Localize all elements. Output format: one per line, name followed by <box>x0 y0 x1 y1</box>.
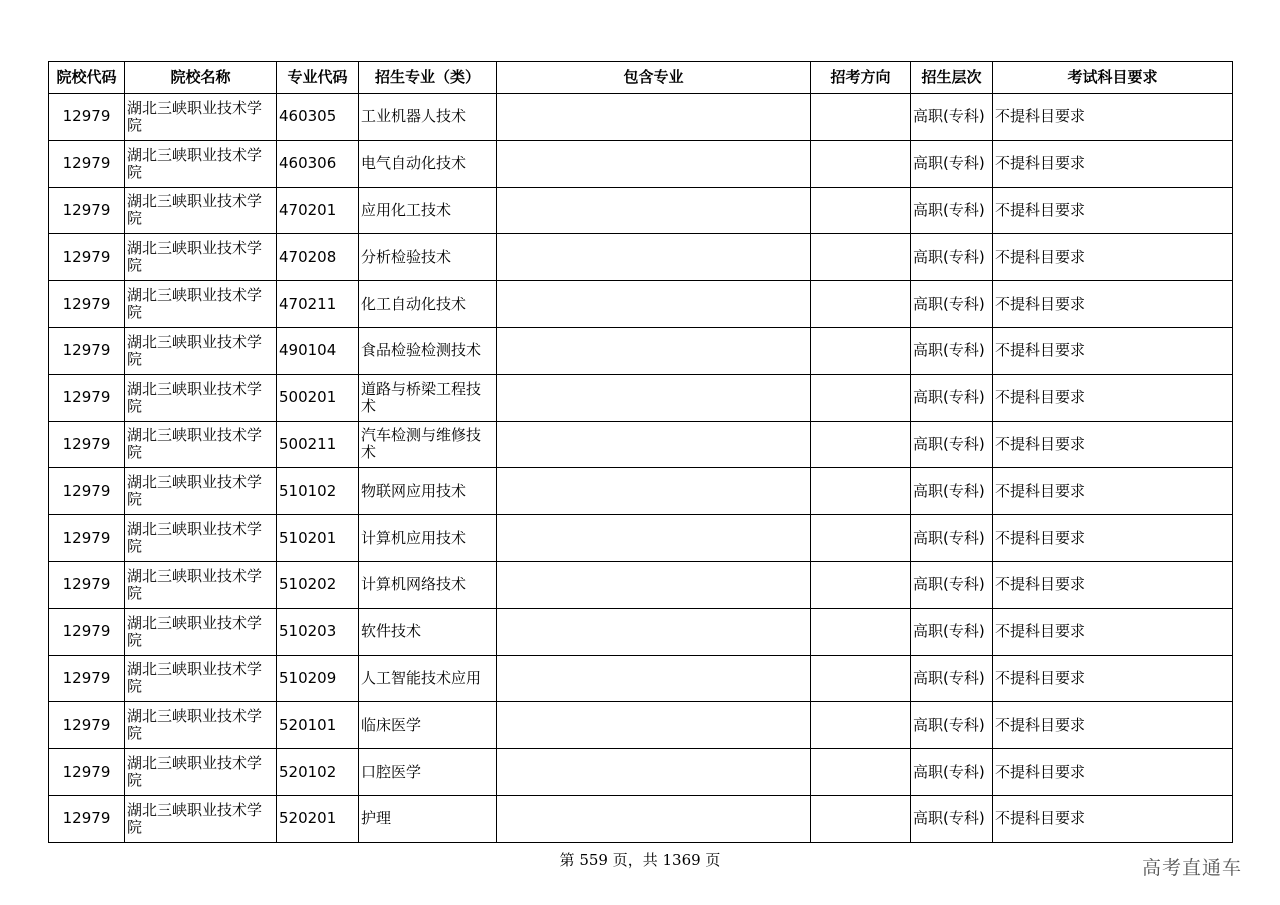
table-row <box>49 94 1233 141</box>
cell-included-majors <box>497 94 811 141</box>
cell-included-majors <box>497 234 811 281</box>
cell-major-code: 520101 <box>277 702 359 749</box>
table-row <box>49 140 1233 187</box>
cell-included-majors <box>497 187 811 234</box>
cell-requirement: 不提科目要求 <box>993 234 1233 281</box>
cell-school-name: 湖北三峡职业技术学院 <box>125 140 277 187</box>
cell-school-name: 湖北三峡职业技术学院 <box>125 94 277 141</box>
cell-direction <box>811 187 911 234</box>
cell-school-name: 湖北三峡职业技术学院 <box>125 561 277 608</box>
cell-school-code: 12979 <box>49 234 125 281</box>
cell-level: 高职(专科) <box>911 655 993 702</box>
cell-direction <box>811 515 911 562</box>
cell-direction <box>811 702 911 749</box>
cell-school-code: 12979 <box>49 515 125 562</box>
header-major: 招生专业（类） <box>359 62 497 94</box>
cell-level: 高职(专科) <box>911 702 993 749</box>
cell-direction <box>811 655 911 702</box>
cell-major: 临床医学 <box>359 702 497 749</box>
cell-major: 应用化工技术 <box>359 187 497 234</box>
cell-requirement: 不提科目要求 <box>993 468 1233 515</box>
cell-included-majors <box>497 702 811 749</box>
cell-major: 电气自动化技术 <box>359 140 497 187</box>
cell-level: 高职(专科) <box>911 281 993 328</box>
table-row <box>49 421 1233 468</box>
cell-major-code: 470208 <box>277 234 359 281</box>
cell-major-code: 500211 <box>277 421 359 468</box>
cell-direction <box>811 281 911 328</box>
header-level: 招生层次 <box>911 62 993 94</box>
cell-school-code: 12979 <box>49 187 125 234</box>
cell-major-code: 500201 <box>277 374 359 421</box>
cell-direction <box>811 468 911 515</box>
cell-requirement: 不提科目要求 <box>993 702 1233 749</box>
cell-major-code: 510209 <box>277 655 359 702</box>
cell-level: 高职(专科) <box>911 515 993 562</box>
cell-major-code: 490104 <box>277 327 359 374</box>
cell-major: 道路与桥梁工程技术 <box>359 374 497 421</box>
table-row <box>49 187 1233 234</box>
cell-requirement: 不提科目要求 <box>993 795 1233 842</box>
cell-major: 计算机应用技术 <box>359 515 497 562</box>
cell-major: 护理 <box>359 795 497 842</box>
cell-requirement: 不提科目要求 <box>993 421 1233 468</box>
cell-level: 高职(专科) <box>911 94 993 141</box>
cell-school-name: 湖北三峡职业技术学院 <box>125 281 277 328</box>
table-body <box>49 94 1233 843</box>
cell-requirement: 不提科目要求 <box>993 281 1233 328</box>
cell-included-majors <box>497 515 811 562</box>
cell-school-name: 湖北三峡职业技术学院 <box>125 702 277 749</box>
cell-school-code: 12979 <box>49 327 125 374</box>
cell-included-majors <box>497 374 811 421</box>
header-requirement: 考试科目要求 <box>993 62 1233 94</box>
cell-level: 高职(专科) <box>911 374 993 421</box>
cell-level: 高职(专科) <box>911 468 993 515</box>
table-row <box>49 655 1233 702</box>
cell-school-code: 12979 <box>49 140 125 187</box>
cell-school-name: 湖北三峡职业技术学院 <box>125 468 277 515</box>
cell-direction <box>811 749 911 796</box>
table-row <box>49 281 1233 328</box>
cell-major-code: 510102 <box>277 468 359 515</box>
cell-included-majors <box>497 327 811 374</box>
cell-school-name: 湖北三峡职业技术学院 <box>125 749 277 796</box>
cell-included-majors <box>497 468 811 515</box>
cell-school-code: 12979 <box>49 281 125 328</box>
cell-requirement: 不提科目要求 <box>993 94 1233 141</box>
cell-requirement: 不提科目要求 <box>993 608 1233 655</box>
cell-school-code: 12979 <box>49 94 125 141</box>
cell-major: 汽车检测与维修技术 <box>359 421 497 468</box>
cell-level: 高职(专科) <box>911 421 993 468</box>
table-row <box>49 515 1233 562</box>
cell-school-code: 12979 <box>49 374 125 421</box>
cell-major-code: 510203 <box>277 608 359 655</box>
cell-major: 食品检验检测技术 <box>359 327 497 374</box>
table-row <box>49 561 1233 608</box>
cell-direction <box>811 94 911 141</box>
cell-level: 高职(专科) <box>911 795 993 842</box>
cell-direction <box>811 608 911 655</box>
cell-included-majors <box>497 561 811 608</box>
admissions-table <box>48 61 1233 843</box>
cell-major: 化工自动化技术 <box>359 281 497 328</box>
cell-school-code: 12979 <box>49 655 125 702</box>
cell-direction <box>811 327 911 374</box>
cell-major: 口腔医学 <box>359 749 497 796</box>
page-number: 第 559 页，共 1369 页 <box>559 851 721 869</box>
cell-direction <box>811 421 911 468</box>
header-direction: 招考方向 <box>811 62 911 94</box>
header-school-code: 院校代码 <box>49 62 125 94</box>
cell-level: 高职(专科) <box>911 327 993 374</box>
cell-major-code: 470211 <box>277 281 359 328</box>
watermark-text: 高考直通车 <box>1142 857 1243 879</box>
cell-school-code: 12979 <box>49 608 125 655</box>
cell-included-majors <box>497 655 811 702</box>
table-row <box>49 468 1233 515</box>
table-row <box>49 374 1233 421</box>
header-major-code: 专业代码 <box>277 62 359 94</box>
cell-school-code: 12979 <box>49 702 125 749</box>
cell-school-code: 12979 <box>49 749 125 796</box>
cell-major: 计算机网络技术 <box>359 561 497 608</box>
table-row <box>49 234 1233 281</box>
cell-school-name: 湖北三峡职业技术学院 <box>125 327 277 374</box>
cell-direction <box>811 374 911 421</box>
cell-school-name: 湖北三峡职业技术学院 <box>125 608 277 655</box>
cell-direction <box>811 140 911 187</box>
cell-school-code: 12979 <box>49 795 125 842</box>
cell-major-code: 510201 <box>277 515 359 562</box>
cell-level: 高职(专科) <box>911 608 993 655</box>
cell-level: 高职(专科) <box>911 561 993 608</box>
table-header-row <box>49 62 1233 94</box>
cell-included-majors <box>497 795 811 842</box>
cell-requirement: 不提科目要求 <box>993 749 1233 796</box>
cell-included-majors <box>497 421 811 468</box>
cell-major: 软件技术 <box>359 608 497 655</box>
cell-school-name: 湖北三峡职业技术学院 <box>125 515 277 562</box>
cell-level: 高职(专科) <box>911 140 993 187</box>
cell-included-majors <box>497 140 811 187</box>
cell-school-name: 湖北三峡职业技术学院 <box>125 655 277 702</box>
cell-requirement: 不提科目要求 <box>993 561 1233 608</box>
cell-school-code: 12979 <box>49 468 125 515</box>
cell-school-code: 12979 <box>49 421 125 468</box>
cell-requirement: 不提科目要求 <box>993 187 1233 234</box>
cell-major: 物联网应用技术 <box>359 468 497 515</box>
cell-requirement: 不提科目要求 <box>993 515 1233 562</box>
header-school-name: 院校名称 <box>125 62 277 94</box>
cell-school-name: 湖北三峡职业技术学院 <box>125 421 277 468</box>
cell-major-code: 470201 <box>277 187 359 234</box>
cell-major-code: 460305 <box>277 94 359 141</box>
cell-level: 高职(专科) <box>911 234 993 281</box>
cell-requirement: 不提科目要求 <box>993 327 1233 374</box>
cell-requirement: 不提科目要求 <box>993 374 1233 421</box>
cell-school-name: 湖北三峡职业技术学院 <box>125 374 277 421</box>
cell-level: 高职(专科) <box>911 187 993 234</box>
cell-school-name: 湖北三峡职业技术学院 <box>125 234 277 281</box>
cell-major-code: 520102 <box>277 749 359 796</box>
cell-major: 工业机器人技术 <box>359 94 497 141</box>
cell-included-majors <box>497 281 811 328</box>
table-row <box>49 795 1233 842</box>
table-row <box>49 749 1233 796</box>
cell-requirement: 不提科目要求 <box>993 140 1233 187</box>
cell-direction <box>811 561 911 608</box>
cell-requirement: 不提科目要求 <box>993 655 1233 702</box>
cell-included-majors <box>497 608 811 655</box>
cell-direction <box>811 234 911 281</box>
cell-direction <box>811 795 911 842</box>
cell-major-code: 460306 <box>277 140 359 187</box>
table-row <box>49 608 1233 655</box>
cell-level: 高职(专科) <box>911 749 993 796</box>
cell-major: 分析检验技术 <box>359 234 497 281</box>
table-row <box>49 702 1233 749</box>
cell-major: 人工智能技术应用 <box>359 655 497 702</box>
cell-included-majors <box>497 749 811 796</box>
cell-school-name: 湖北三峡职业技术学院 <box>125 187 277 234</box>
cell-school-code: 12979 <box>49 561 125 608</box>
header-included-majors: 包含专业 <box>497 62 811 94</box>
cell-school-name: 湖北三峡职业技术学院 <box>125 795 277 842</box>
cell-major-code: 520201 <box>277 795 359 842</box>
cell-major-code: 510202 <box>277 561 359 608</box>
table-row <box>49 327 1233 374</box>
